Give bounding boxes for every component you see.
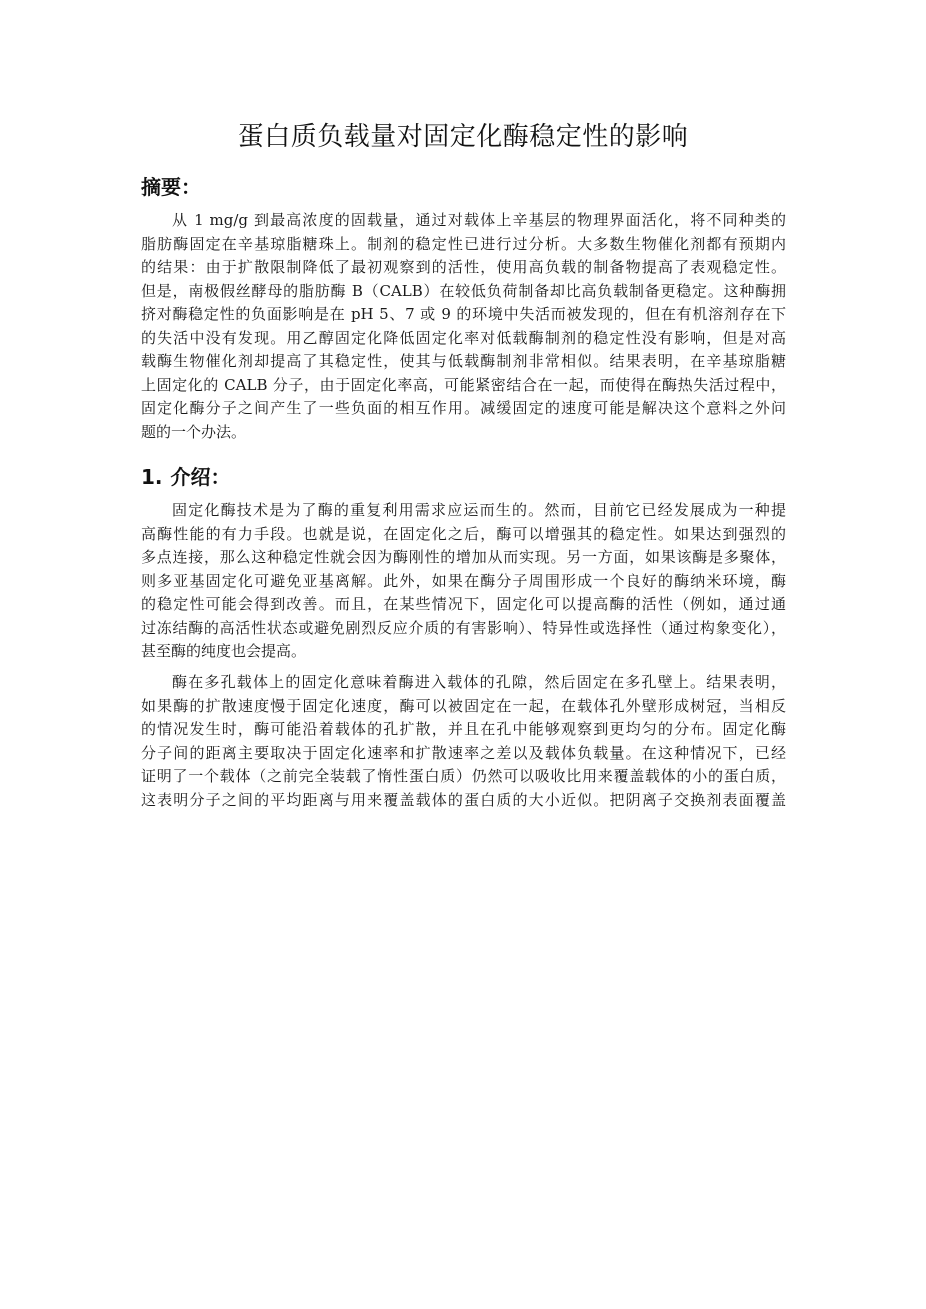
abstract-paragraph — [141, 209, 786, 444]
introduction-paragraph-2 — [141, 671, 786, 812]
introduction-heading — [141, 462, 231, 492]
section-title: 介绍： — [170, 465, 231, 489]
paragraph-line: 的情况发生时，酶可能沿着载体的孔扩散，并且在孔中能够观察到更均匀的分布。固定化酶 — [141, 720, 786, 738]
abstract-line: 脂肪酶固定在辛基琼脂糖珠上。制剂的稳定性已进行过分析。大多数生物催化剂都有预期内 — [141, 234, 786, 253]
abstract-heading: 摘要： — [141, 175, 201, 199]
paragraph-line: 酶在多孔载体上的固定化意味着酶进入载体的孔隙，然后固定在多孔壁上。结果表明， — [172, 673, 786, 691]
page-title: 蛋白质负载量对固定化酶稳定性的影响 — [237, 122, 689, 152]
paragraph-line: 的稳定性可能会得到改善。而且，在某些情况下，固定化可以提高酶的活性（例如，通过通 — [141, 595, 786, 613]
abstract-line: 上固定化的 CALB 分子，由于固定化率高，可能紧密结合在一起，而使得在酶热失活过程中， — [141, 375, 786, 394]
paragraph-line: 分子间的距离主要取决于固定化速率和扩散速率之差以及载体负载量。在这种情况下，已经 — [141, 743, 786, 762]
abstract-line: 载酶生物催化剂却提高了其稳定性，使其与低载酶制剂非常相似。结果表明，在辛基琼脂糖 — [141, 352, 786, 370]
abstract-line: 的失活中没有发现。用乙醇固定化降低固定化率对低载酶制剂的稳定性没有影响，但是对高 — [141, 328, 786, 347]
paragraph-line: 多点连接，那么这种稳定性就会因为酶刚性的增加从而实现。另一方面，如果该酶是多聚体， — [141, 548, 786, 566]
paragraph-line: 则多亚基固定化可避免亚基离解。此外，如果在酶分子周围形成一个良好的酶纳米环境，酶 — [141, 571, 786, 590]
paragraph-line: 固定化酶技术是为了酶的重复利用需求应运而生的。然而，目前它已经发展成为一种提 — [172, 501, 786, 519]
abstract-line: 固定化酶分子之间产生了一些负面的相互作用。减缓固定的速度可能是解决这个意料之外问 — [141, 399, 786, 417]
abstract-line: 题的一个办法。 — [141, 422, 247, 441]
paragraph-line: 如果酶的扩散速度慢于固定化速度，酶可以被固定在一起，在载体孔外壁形成树冠，当相反 — [141, 696, 786, 715]
abstract-line: 从 1 mg/g 到最高浓度的固载量，通过对载体上辛基层的物理界面活化，将不同种类的 — [172, 211, 786, 229]
paragraph-line: 高酶性能的有力手段。也就是说，在固定化之后，酶可以增强其的稳定性。如果达到强烈的 — [141, 524, 786, 543]
paragraph-line: 过冻结酶的高活性状态或避免剧烈反应介质的有害影响）、特异性或选择性（通过构象变化）， — [141, 618, 786, 637]
section-number: 1. — [141, 465, 163, 489]
paragraph-line: 证明了一个载体（之前完全装载了惰性蛋白质）仍然可以吸收比用来覆盖载体的小的蛋白质， — [141, 767, 786, 785]
abstract-line: 但是，南极假丝酵母的脂肪酶 B（CALB）在较低负荷制备却比高负载制备更稳定。这种酶拥 — [141, 281, 786, 300]
introduction-paragraph-1 — [141, 499, 786, 664]
abstract-line: 的结果：由于扩散限制降低了最初观察到的活性，使用高负载的制备物提高了表观稳定性。 — [141, 258, 786, 276]
abstract-line: 挤对酶稳定性的负面影响是在 pH 5、7 或 9 的环境中失活而被发现的，但在有机溶剂存在下 — [141, 305, 786, 323]
paragraph-line: 甚至酶的纯度也会提高。 — [141, 642, 307, 660]
paragraph-line: 这表明分子之间的平均距离与用来覆盖载体的蛋白质的大小近似。把阴离子交换剂表面覆盖 — [141, 790, 786, 809]
